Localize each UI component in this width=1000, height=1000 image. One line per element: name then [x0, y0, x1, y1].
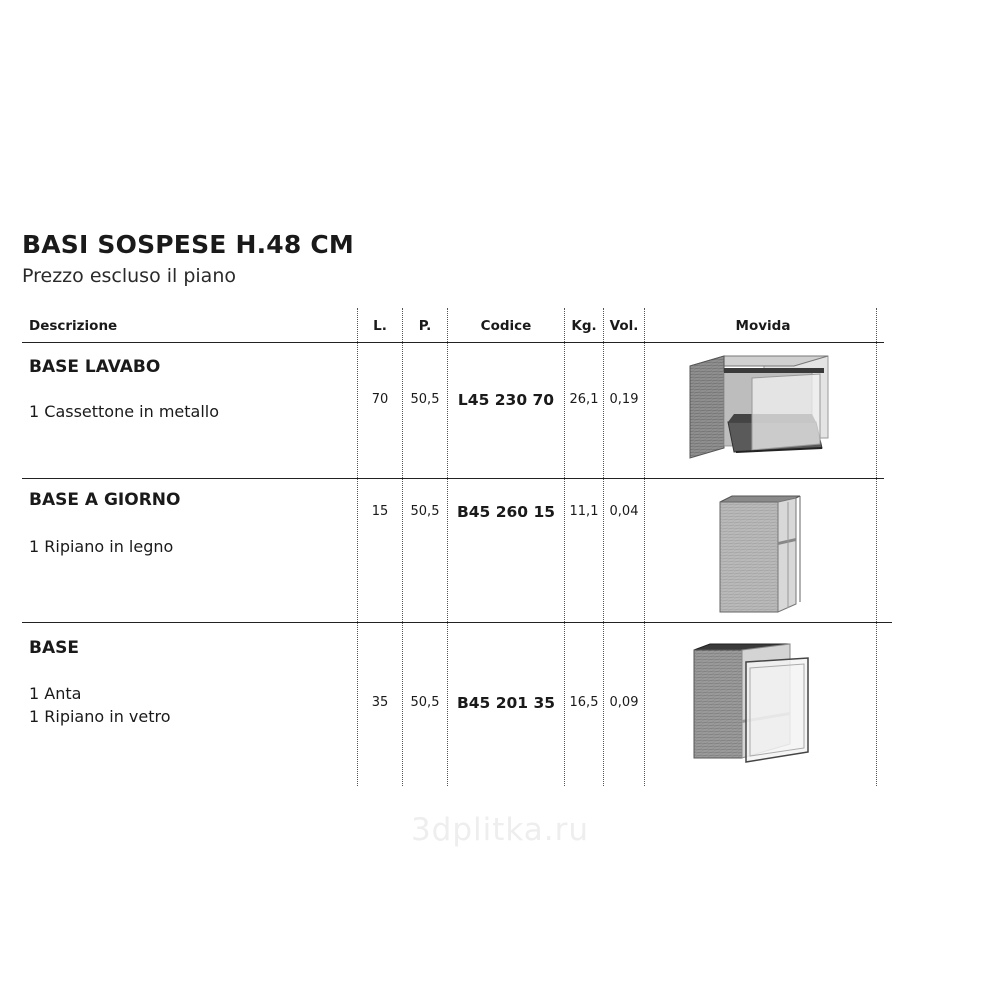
cell-vol: 0,09 — [609, 695, 639, 710]
header-vol: Vol. — [609, 318, 639, 334]
cell-codice: L45 230 70 — [457, 391, 555, 409]
column-separator — [402, 308, 403, 786]
cell-kg: 16,5 — [569, 695, 599, 710]
page-subtitle: Prezzo escluso il piano — [22, 265, 236, 287]
column-separator — [644, 308, 645, 786]
sink-base-cabinet-icon — [688, 352, 830, 462]
column-separator — [564, 308, 565, 786]
row-name: BASE A GIORNO — [29, 490, 181, 510]
row-desc-line: 1 Ripiano in vetro — [29, 707, 171, 726]
header-p: P. — [418, 318, 432, 334]
header-codice: Codice — [480, 318, 532, 334]
row-desc-line: 1 Cassettone in metallo — [29, 402, 220, 421]
row-name: BASE LAVABO — [29, 357, 161, 377]
cell-l: 35 — [371, 695, 389, 710]
header-rule — [22, 342, 884, 343]
cell-kg: 26,1 — [569, 392, 599, 407]
header-descrizione: Descrizione — [29, 318, 118, 334]
column-separator — [447, 308, 448, 786]
header-l: L. — [373, 318, 387, 334]
cell-kg: 11,1 — [569, 504, 599, 519]
column-separator — [357, 308, 358, 786]
cell-p: 50,5 — [410, 392, 440, 407]
row-divider-2 — [22, 622, 892, 623]
cell-codice: B45 201 35 — [456, 694, 556, 712]
cell-l: 70 — [371, 392, 389, 407]
column-separator — [603, 308, 604, 786]
header-kg: Kg. — [571, 318, 597, 334]
cell-p: 50,5 — [410, 504, 440, 519]
open-shelf-cabinet-icon — [716, 494, 802, 616]
row-name: BASE — [29, 638, 79, 658]
cell-vol: 0,19 — [609, 392, 639, 407]
header-movida: Movida — [735, 318, 791, 334]
row-desc-line: 1 Anta — [29, 684, 82, 703]
watermark: 3dplitka.ru — [410, 812, 590, 848]
door-base-cabinet-icon — [690, 640, 812, 764]
cell-vol: 0,04 — [609, 504, 639, 519]
cell-l: 15 — [371, 504, 389, 519]
row-desc-line: 1 Ripiano in legno — [29, 537, 174, 556]
page-title: BASI SOSPESE H.48 CM — [22, 230, 355, 259]
column-separator — [876, 308, 877, 786]
row-divider-1 — [22, 478, 884, 479]
cell-p: 50,5 — [410, 695, 440, 710]
cell-codice: B45 260 15 — [456, 503, 556, 521]
